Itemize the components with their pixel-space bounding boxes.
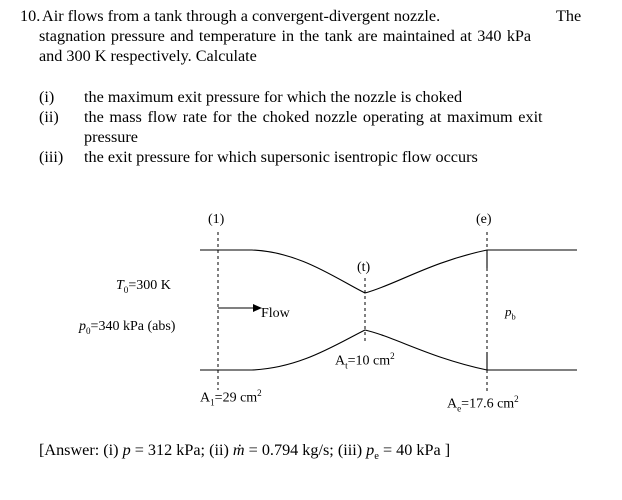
- problem-line-1-end: The: [556, 7, 582, 25]
- label-section-t: (t): [357, 260, 371, 275]
- item-3-number: (iii): [39, 148, 64, 166]
- problem-line-3: and 300 K respectively. Calculate: [39, 47, 257, 65]
- label-exit-area: $A_e=17.6$ $cm^2$: [447, 394, 519, 414]
- label-stagnation-temperature: $T_0=300$ K: [116, 278, 171, 295]
- problem-line-1: Air flows from a tank through a convergent-divergent nozzle.: [42, 7, 441, 25]
- problem-number: 10.: [20, 7, 41, 25]
- label-flow: Flow: [261, 306, 290, 321]
- label-throat-area: $A_t=10$ $cm^2$: [335, 351, 395, 371]
- label-stagnation-pressure: $p_0=340$ kPa (abs): [79, 319, 176, 336]
- problem-line-2: stagnation pressure and temperature in the tank are maintained at 340 kPa: [39, 27, 532, 45]
- item-2-number: (ii): [39, 108, 59, 126]
- item-2-text: the mass flow rate for the choked nozzle operating at maximum exit: [84, 108, 543, 126]
- item-2-text-cont: pressure: [84, 128, 138, 146]
- answer-line: [Answer: (i) p = 312 kPa; (ii) ṁ = 0.794 kg/s; (iii) $p_e = 40$ kPa ]: [39, 441, 451, 463]
- label-section-1: (1): [208, 212, 225, 227]
- label-section-e: (e): [476, 212, 492, 227]
- item-1-text: the maximum exit pressure for which the nozzle is choked: [84, 88, 463, 106]
- nozzle-upper-wall: [200, 250, 577, 293]
- item-1-number: (i): [39, 88, 55, 106]
- item-3-text: the exit pressure for which supersonic isentropic flow occurs: [84, 148, 478, 166]
- label-back-pressure: $p_b$: [505, 304, 516, 322]
- label-inlet-area: $A_1=29$ $cm^2$: [200, 388, 262, 408]
